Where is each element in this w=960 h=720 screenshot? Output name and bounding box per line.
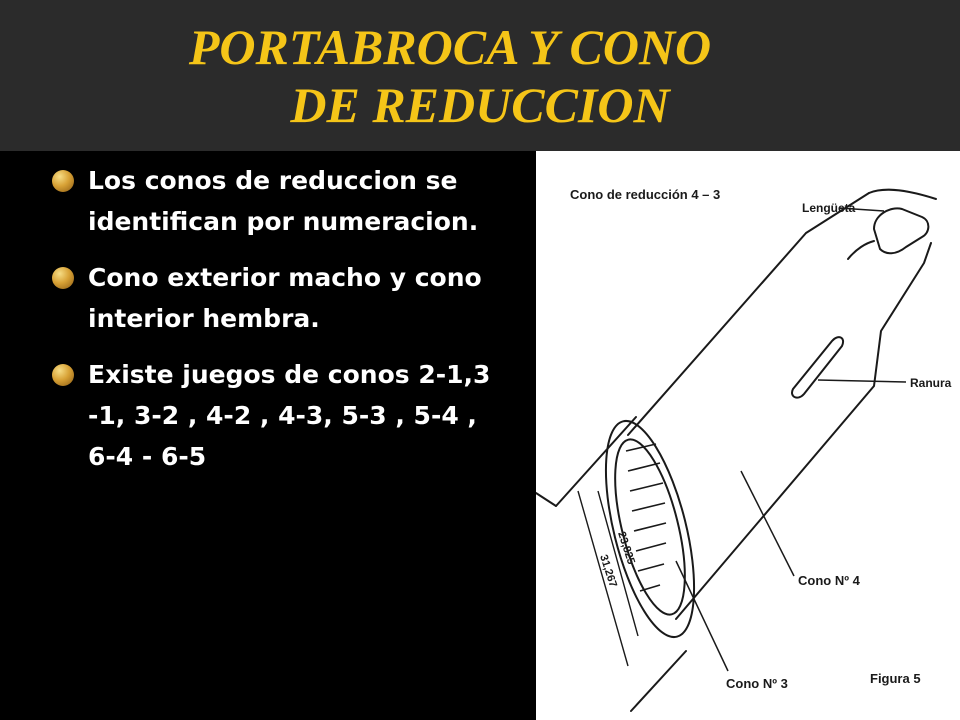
reduction-cone-figure [536, 151, 960, 720]
label-cono4: Cono Nº 4 [798, 573, 860, 588]
title-bar [0, 0, 960, 151]
tang-slot [874, 208, 928, 253]
bullet-item [52, 257, 507, 339]
bullet-text: Cono exterior macho y cono interior hembra. [88, 263, 482, 333]
bullet-item [52, 354, 507, 477]
gold-sphere-bullet-icon [52, 267, 74, 289]
guide-line-upper [556, 417, 636, 506]
slide-title-line-2: DE REDUCCION [290, 77, 670, 133]
bullet-text: Los conos de reduccion se identifican por numeracion. [88, 166, 479, 236]
label-cono3: Cono Nº 3 [726, 676, 788, 691]
tang-outline [869, 190, 936, 199]
reduction-cone-drawing [536, 151, 960, 720]
bullet-item [52, 160, 507, 242]
guide-line-base [536, 493, 556, 506]
slide-title [0, 18, 960, 134]
cone-bottom-edge [676, 243, 931, 619]
bullet-text: Existe juegos de conos 2-1,3 -1, 3-2 , 4-2 , 4-3, 5-3 , 5-4 , 6-4 - 6-5 [88, 360, 491, 471]
label-ranura: Ranura [910, 376, 952, 390]
leader-ranura [818, 380, 906, 382]
cone-opening-outer [588, 413, 712, 646]
label-lengueta: Lengüeta [802, 201, 856, 215]
leader-cono4 [741, 471, 794, 576]
slide-title-line-1: PORTABROCA Y CONO [188, 19, 712, 75]
guide-line-lower [631, 651, 686, 711]
gold-sphere-bullet-icon [52, 170, 74, 192]
dim-line-outer [578, 491, 628, 666]
cone-top-edge [628, 193, 869, 435]
bullet-list [52, 160, 507, 492]
tang-edge [848, 241, 874, 259]
gold-sphere-bullet-icon [52, 364, 74, 386]
figure-caption: Cono de reducción 4 – 3 [570, 187, 721, 202]
slot-outline [792, 337, 843, 397]
dim-outer-label: 31,267 [597, 553, 619, 589]
label-figura: Figura 5 [870, 671, 921, 686]
dim-inner-label: 23,825 [615, 530, 637, 566]
